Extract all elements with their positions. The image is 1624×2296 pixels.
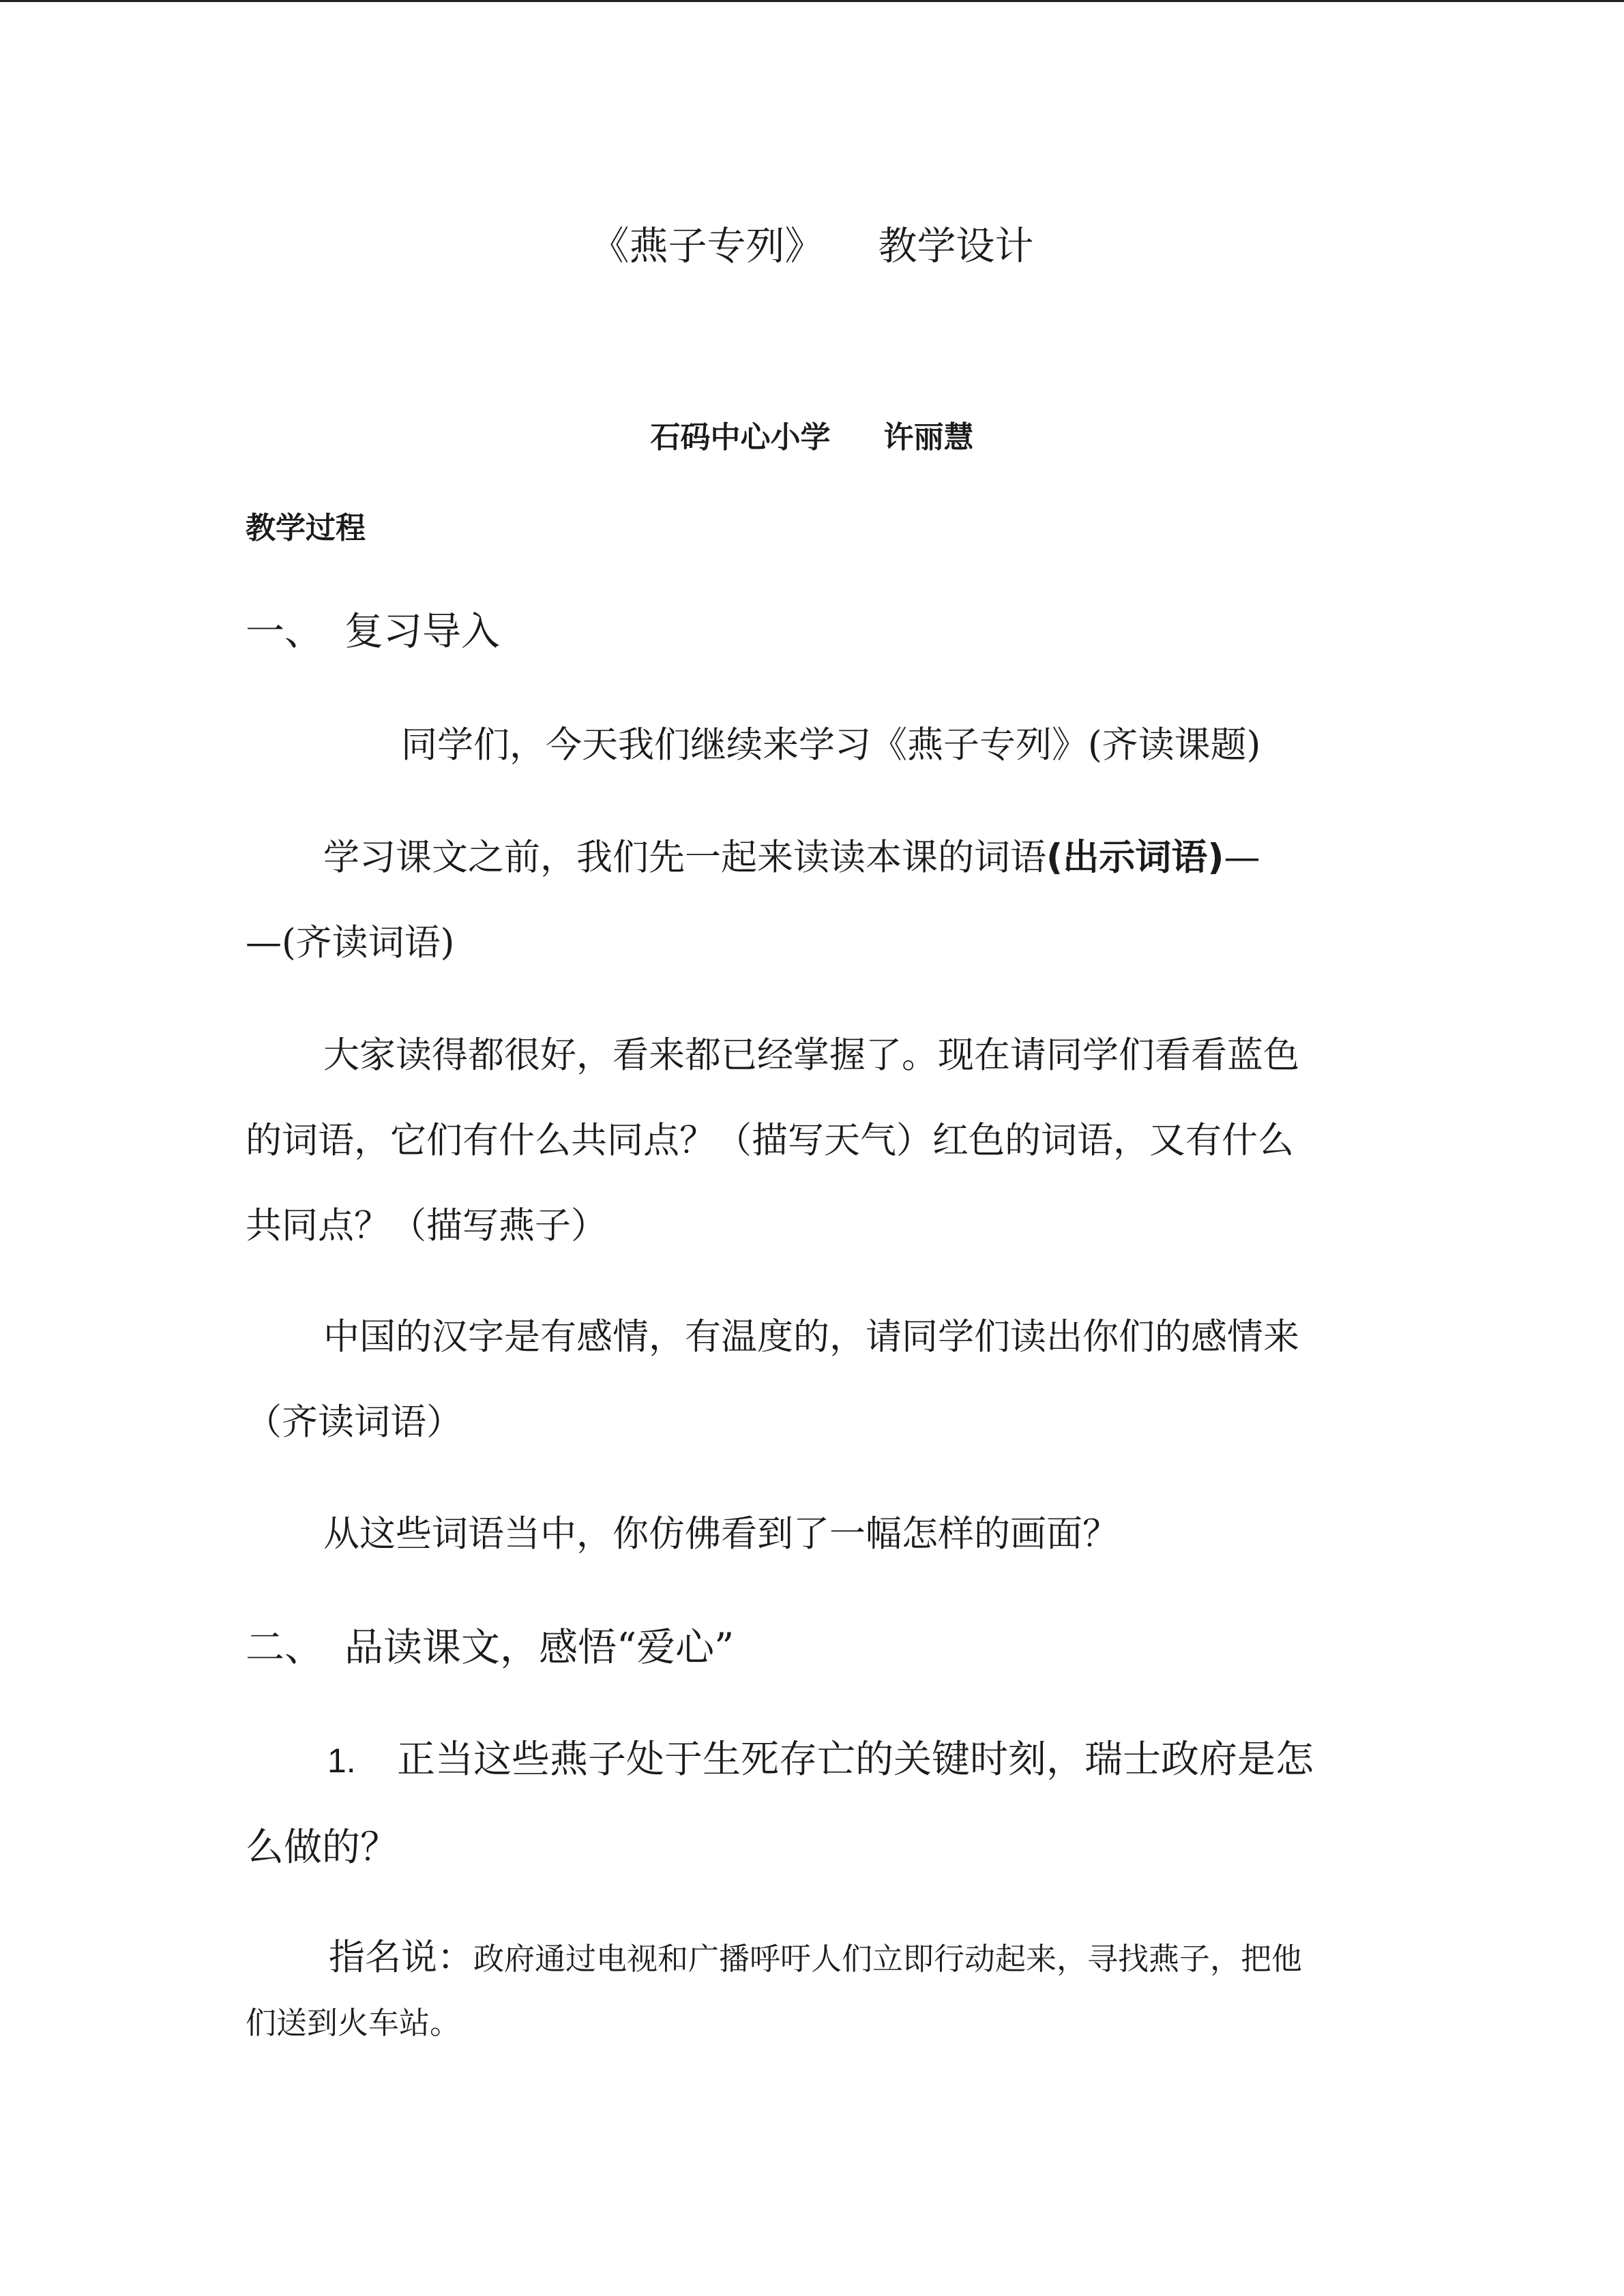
part1-heading (246, 600, 500, 656)
author-school: 石码中心小学 (650, 420, 831, 455)
part1-p2-text: 学习课文之前，我们先一起来读读本课的词语 (323, 837, 1046, 878)
answer-line-1 (329, 1928, 1302, 1980)
answer-line-2: 们送到火车站。 (246, 2005, 461, 2041)
title-left: 《燕子专列》 (590, 224, 824, 269)
part2-question-1-line-2: 么做的？ (246, 1825, 398, 1870)
document-title (0, 215, 1624, 271)
part1-heading-text: 复习导入 (344, 609, 500, 654)
question-number: 1. (327, 1742, 356, 1780)
question-1-text: 正当这些燕子处于生死存亡的关键时刻，瑞士政府是怎 (397, 1738, 1314, 1782)
title-right: 教学设计 (878, 224, 1034, 269)
part1-paragraph-3-line-1: 大家读得都很好，看来都已经掌握了。现在请同学们看看蓝色 (323, 1034, 1299, 1076)
answer-label: 指名说： (329, 1937, 473, 1978)
part2-number: 二、 (246, 1625, 323, 1670)
part1-paragraph-4-line-2: （齐读词语） (246, 1401, 462, 1443)
part1-paragraph-5: 从这些词语当中，你仿佛看到了一幅怎样的画面？ (323, 1513, 1119, 1555)
part1-p2-bold: (出示词语) (1046, 837, 1224, 878)
answer-text-1: 政府通过电视和广播呼吁人们立即行动起来，寻找燕子，把他 (473, 1941, 1303, 1977)
part1-paragraph-2-line-2: —(齐读词语) (246, 922, 455, 964)
part1-paragraph-1: 同学们，今天我们继续来学习《燕子专列》(齐读课题) (401, 724, 1261, 766)
page-top-border (0, 0, 1624, 2)
part1-p2-tail: — (1224, 837, 1260, 878)
part2-heading (246, 1616, 734, 1672)
part1-number: 一、 (246, 609, 323, 654)
part2-question-1-line-1 (327, 1729, 1314, 1784)
part1-paragraph-3-line-3: 共同点？（描写燕子） (246, 1205, 607, 1247)
part1-paragraph-4-line-1: 中国的汉字是有感情，有温度的，请同学们读出你们的感情来 (323, 1316, 1299, 1358)
part1-paragraph-2-line-1 (323, 829, 1260, 880)
author-line (0, 413, 1624, 456)
part2-heading-text: 品读课文，感悟“爱心” (344, 1625, 735, 1670)
author-name: 许丽慧 (883, 420, 974, 455)
part1-paragraph-3-line-2: 的词语，它们有什么共同点？（描写天气）红色的词语，又有什么 (246, 1120, 1294, 1161)
section-label: 教学过程 (246, 511, 366, 546)
